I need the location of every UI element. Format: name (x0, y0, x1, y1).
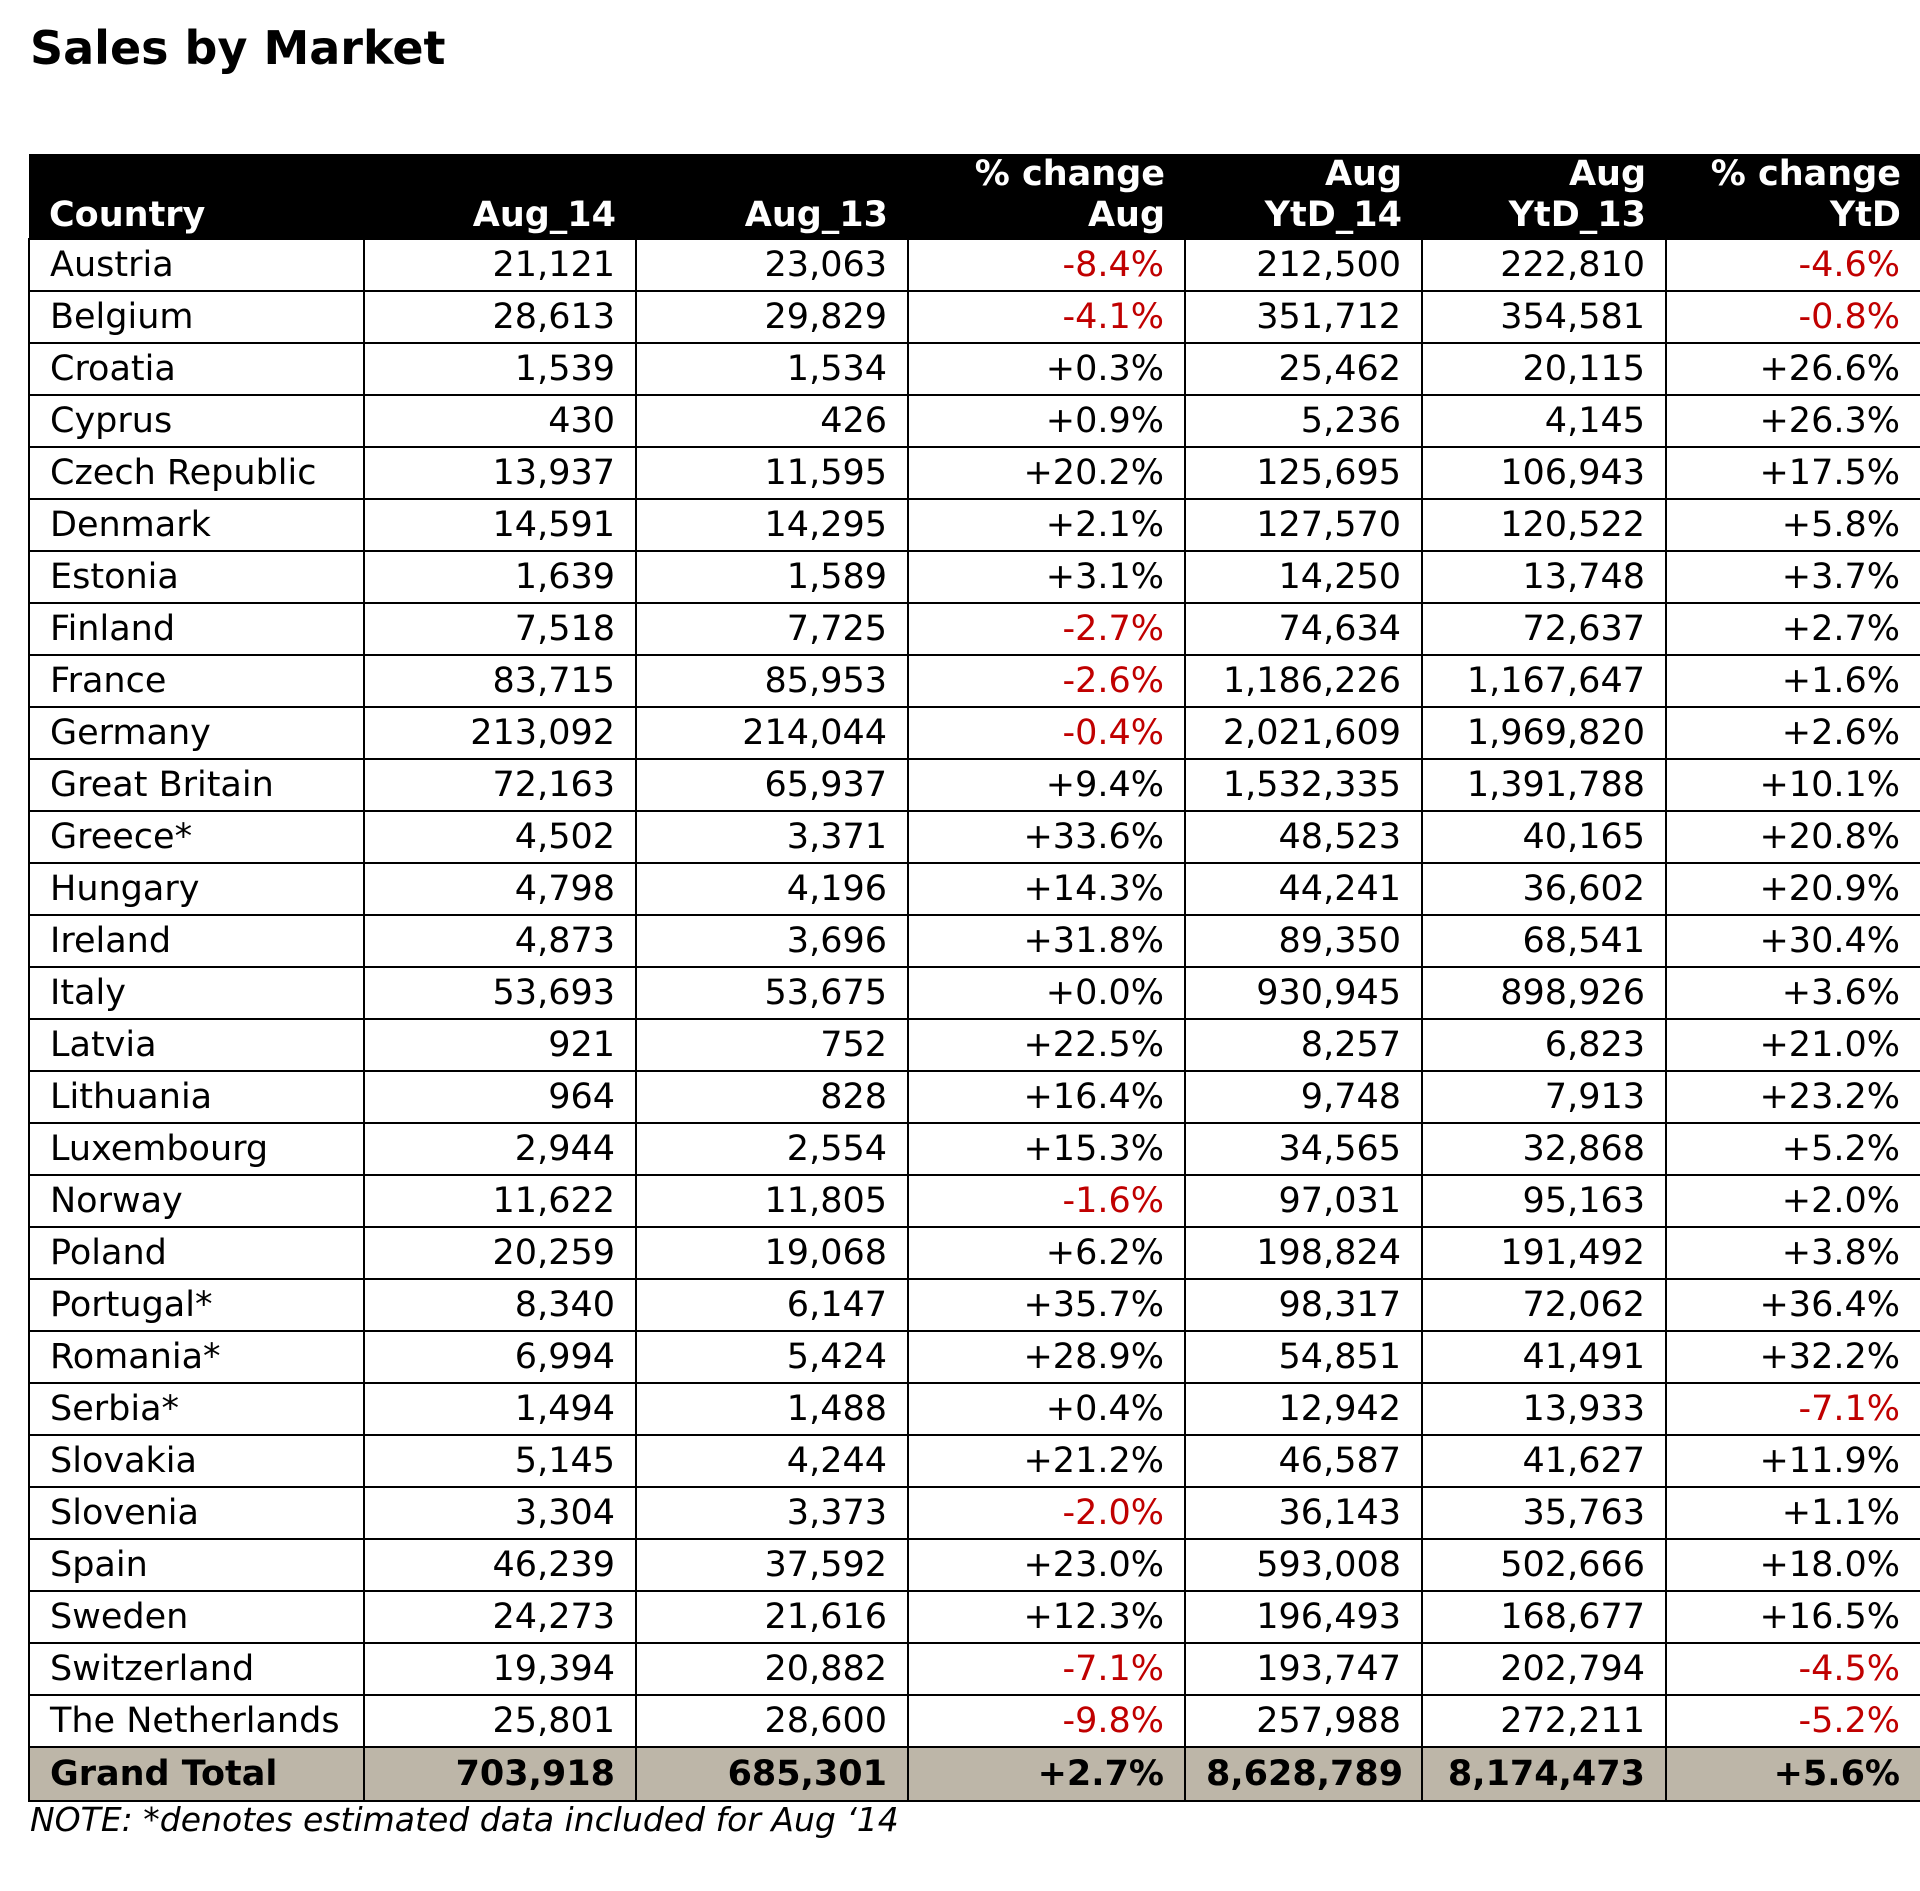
cell-pct-change-ytd: +18.0% (1666, 1539, 1920, 1591)
cell-aug13: 3,371 (636, 811, 908, 863)
cell-pct-change-ytd: +2.0% (1666, 1175, 1920, 1227)
cell-ytd14: 593,008 (1185, 1539, 1422, 1591)
sales-table (28, 154, 1920, 1802)
cell-pct-change-aug: -1.6% (908, 1175, 1185, 1227)
table-row (29, 1071, 1920, 1123)
cell-aug13: 19,068 (636, 1227, 908, 1279)
table-row (29, 499, 1920, 551)
cell-ytd13: 4,145 (1422, 395, 1666, 447)
cell-aug14: 7,518 (364, 603, 636, 655)
cell-ytd14: 12,942 (1185, 1383, 1422, 1435)
cell-pct-change-ytd: +2.7% (1666, 603, 1920, 655)
cell-ytd14: 193,747 (1185, 1643, 1422, 1695)
cell-pct-change-aug: -2.0% (908, 1487, 1185, 1539)
cell-pct-change-ytd: +16.5% (1666, 1591, 1920, 1643)
cell-aug14: 28,613 (364, 291, 636, 343)
cell-aug13: 11,595 (636, 447, 908, 499)
total-pct-change-ytd: +5.6% (1666, 1747, 1920, 1801)
cell-aug13: 14,295 (636, 499, 908, 551)
cell-aug13: 4,196 (636, 863, 908, 915)
cell-pct-change-ytd: +1.1% (1666, 1487, 1920, 1539)
cell-aug14: 25,801 (364, 1695, 636, 1747)
cell-pct-change-ytd: +26.3% (1666, 395, 1920, 447)
cell-country: Norway (29, 1175, 364, 1227)
table-row (29, 551, 1920, 603)
cell-ytd14: 98,317 (1185, 1279, 1422, 1331)
cell-ytd14: 48,523 (1185, 811, 1422, 863)
table-row (29, 1383, 1920, 1435)
cell-country: Slovenia (29, 1487, 364, 1539)
cell-aug13: 4,244 (636, 1435, 908, 1487)
table-row (29, 603, 1920, 655)
cell-country: Romania* (29, 1331, 364, 1383)
cell-aug14: 5,145 (364, 1435, 636, 1487)
cell-pct-change-aug: +0.3% (908, 343, 1185, 395)
cell-aug14: 72,163 (364, 759, 636, 811)
cell-pct-change-aug: +23.0% (908, 1539, 1185, 1591)
cell-country: France (29, 655, 364, 707)
cell-pct-change-aug: +0.9% (908, 395, 1185, 447)
cell-ytd13: 35,763 (1422, 1487, 1666, 1539)
cell-ytd13: 168,677 (1422, 1591, 1666, 1643)
cell-pct-change-aug: +6.2% (908, 1227, 1185, 1279)
table-row (29, 395, 1920, 447)
col-header-ytd14: Aug YtD_14 (1264, 154, 1402, 235)
cell-ytd14: 351,712 (1185, 291, 1422, 343)
cell-aug14: 8,340 (364, 1279, 636, 1331)
col-header-country: Country (49, 195, 206, 235)
cell-aug14: 3,304 (364, 1487, 636, 1539)
cell-pct-change-aug: +9.4% (908, 759, 1185, 811)
table-row (29, 1591, 1920, 1643)
cell-pct-change-ytd: +2.6% (1666, 707, 1920, 759)
cell-aug14: 46,239 (364, 1539, 636, 1591)
cell-pct-change-ytd: +36.4% (1666, 1279, 1920, 1331)
cell-ytd14: 36,143 (1185, 1487, 1422, 1539)
cell-pct-change-aug: +22.5% (908, 1019, 1185, 1071)
cell-country: Belgium (29, 291, 364, 343)
cell-pct-change-aug: +21.2% (908, 1435, 1185, 1487)
cell-pct-change-ytd: -0.8% (1666, 291, 1920, 343)
cell-pct-change-ytd: +3.8% (1666, 1227, 1920, 1279)
cell-country: Latvia (29, 1019, 364, 1071)
cell-pct-change-aug: +20.2% (908, 447, 1185, 499)
cell-ytd14: 89,350 (1185, 915, 1422, 967)
cell-ytd14: 1,532,335 (1185, 759, 1422, 811)
cell-ytd14: 125,695 (1185, 447, 1422, 499)
table-row (29, 967, 1920, 1019)
table-body (29, 239, 1920, 1801)
cell-ytd13: 272,211 (1422, 1695, 1666, 1747)
cell-aug14: 20,259 (364, 1227, 636, 1279)
cell-ytd13: 202,794 (1422, 1643, 1666, 1695)
cell-pct-change-ytd: +20.9% (1666, 863, 1920, 915)
cell-pct-change-aug: -9.8% (908, 1695, 1185, 1747)
cell-country: Denmark (29, 499, 364, 551)
cell-ytd13: 72,637 (1422, 603, 1666, 655)
cell-pct-change-aug: +15.3% (908, 1123, 1185, 1175)
table-row (29, 343, 1920, 395)
cell-aug13: 7,725 (636, 603, 908, 655)
cell-pct-change-aug: +3.1% (908, 551, 1185, 603)
table-row (29, 1539, 1920, 1591)
total-aug14: 703,918 (364, 1747, 636, 1801)
total-ytd13: 8,174,473 (1422, 1747, 1666, 1801)
cell-ytd13: 898,926 (1422, 967, 1666, 1019)
cell-pct-change-aug: +12.3% (908, 1591, 1185, 1643)
cell-pct-change-ytd: +21.0% (1666, 1019, 1920, 1071)
cell-ytd14: 46,587 (1185, 1435, 1422, 1487)
cell-aug14: 2,944 (364, 1123, 636, 1175)
cell-aug13: 65,937 (636, 759, 908, 811)
cell-aug14: 921 (364, 1019, 636, 1071)
header-row (29, 154, 1920, 239)
cell-pct-change-ytd: +11.9% (1666, 1435, 1920, 1487)
table-row (29, 707, 1920, 759)
cell-ytd13: 95,163 (1422, 1175, 1666, 1227)
cell-pct-change-ytd: +5.8% (1666, 499, 1920, 551)
cell-ytd13: 106,943 (1422, 447, 1666, 499)
cell-aug13: 828 (636, 1071, 908, 1123)
cell-aug13: 1,488 (636, 1383, 908, 1435)
cell-aug13: 20,882 (636, 1643, 908, 1695)
table-header (29, 154, 1920, 239)
cell-aug14: 19,394 (364, 1643, 636, 1695)
table-row (29, 863, 1920, 915)
cell-pct-change-aug: +28.9% (908, 1331, 1185, 1383)
col-header-aug14: Aug_14 (472, 195, 616, 235)
cell-ytd14: 8,257 (1185, 1019, 1422, 1071)
cell-country: Ireland (29, 915, 364, 967)
cell-pct-change-aug: -0.4% (908, 707, 1185, 759)
cell-aug13: 28,600 (636, 1695, 908, 1747)
cell-aug14: 11,622 (364, 1175, 636, 1227)
cell-pct-change-aug: +33.6% (908, 811, 1185, 863)
cell-ytd13: 1,391,788 (1422, 759, 1666, 811)
table-row (29, 1331, 1920, 1383)
cell-pct-change-aug: -7.1% (908, 1643, 1185, 1695)
cell-aug13: 3,373 (636, 1487, 908, 1539)
cell-pct-change-aug: +35.7% (908, 1279, 1185, 1331)
cell-aug14: 83,715 (364, 655, 636, 707)
cell-aug14: 13,937 (364, 447, 636, 499)
cell-ytd13: 68,541 (1422, 915, 1666, 967)
total-ytd14: 8,628,789 (1185, 1747, 1422, 1801)
cell-aug14: 21,121 (364, 239, 636, 291)
cell-ytd14: 127,570 (1185, 499, 1422, 551)
cell-ytd13: 13,748 (1422, 551, 1666, 603)
cell-pct-change-aug: -4.1% (908, 291, 1185, 343)
cell-aug14: 213,092 (364, 707, 636, 759)
cell-ytd13: 72,062 (1422, 1279, 1666, 1331)
cell-pct-change-ytd: +30.4% (1666, 915, 1920, 967)
cell-country: Portugal* (29, 1279, 364, 1331)
table-row (29, 1643, 1920, 1695)
cell-pct-change-aug: +2.1% (908, 499, 1185, 551)
cell-ytd13: 120,522 (1422, 499, 1666, 551)
table-row (29, 1695, 1920, 1747)
cell-ytd14: 930,945 (1185, 967, 1422, 1019)
cell-country: Italy (29, 967, 364, 1019)
table-row (29, 1487, 1920, 1539)
cell-aug14: 4,502 (364, 811, 636, 863)
table-row (29, 759, 1920, 811)
grand-total-row (29, 1747, 1920, 1801)
cell-ytd14: 257,988 (1185, 1695, 1422, 1747)
cell-ytd14: 2,021,609 (1185, 707, 1422, 759)
cell-country: Luxembourg (29, 1123, 364, 1175)
cell-ytd14: 97,031 (1185, 1175, 1422, 1227)
cell-ytd13: 354,581 (1422, 291, 1666, 343)
cell-pct-change-ytd: +3.7% (1666, 551, 1920, 603)
cell-ytd13: 502,666 (1422, 1539, 1666, 1591)
cell-ytd14: 212,500 (1185, 239, 1422, 291)
cell-aug14: 4,873 (364, 915, 636, 967)
cell-country: Finland (29, 603, 364, 655)
cell-aug13: 11,805 (636, 1175, 908, 1227)
cell-ytd14: 14,250 (1185, 551, 1422, 603)
cell-country: The Netherlands (29, 1695, 364, 1747)
cell-pct-change-ytd: +32.2% (1666, 1331, 1920, 1383)
col-header-aug13: Aug_13 (744, 195, 888, 235)
cell-ytd13: 32,868 (1422, 1123, 1666, 1175)
cell-aug14: 4,798 (364, 863, 636, 915)
cell-country: Greece* (29, 811, 364, 863)
cell-ytd14: 9,748 (1185, 1071, 1422, 1123)
cell-country: Spain (29, 1539, 364, 1591)
cell-country: Germany (29, 707, 364, 759)
cell-pct-change-ytd: +10.1% (1666, 759, 1920, 811)
cell-country: Sweden (29, 1591, 364, 1643)
table-row (29, 1175, 1920, 1227)
cell-pct-change-aug: -8.4% (908, 239, 1185, 291)
cell-pct-change-aug: -2.7% (908, 603, 1185, 655)
cell-aug14: 1,494 (364, 1383, 636, 1435)
cell-aug13: 23,063 (636, 239, 908, 291)
cell-country: Austria (29, 239, 364, 291)
table-row (29, 915, 1920, 967)
cell-ytd14: 74,634 (1185, 603, 1422, 655)
total-label: Grand Total (29, 1747, 364, 1801)
cell-pct-change-ytd: -7.1% (1666, 1383, 1920, 1435)
cell-pct-change-aug: +14.3% (908, 863, 1185, 915)
cell-country: Serbia* (29, 1383, 364, 1435)
cell-ytd14: 5,236 (1185, 395, 1422, 447)
cell-aug13: 3,696 (636, 915, 908, 967)
cell-country: Great Britain (29, 759, 364, 811)
cell-aug13: 37,592 (636, 1539, 908, 1591)
cell-country: Lithuania (29, 1071, 364, 1123)
cell-ytd13: 41,627 (1422, 1435, 1666, 1487)
table-row (29, 291, 1920, 343)
cell-aug13: 6,147 (636, 1279, 908, 1331)
cell-aug13: 426 (636, 395, 908, 447)
table-row (29, 1279, 1920, 1331)
cell-country: Poland (29, 1227, 364, 1279)
cell-aug13: 1,534 (636, 343, 908, 395)
cell-ytd14: 196,493 (1185, 1591, 1422, 1643)
cell-aug14: 53,693 (364, 967, 636, 1019)
cell-ytd13: 40,165 (1422, 811, 1666, 863)
cell-country: Czech Republic (29, 447, 364, 499)
cell-aug13: 85,953 (636, 655, 908, 707)
table-row (29, 655, 1920, 707)
cell-pct-change-ytd: +17.5% (1666, 447, 1920, 499)
cell-country: Hungary (29, 863, 364, 915)
cell-aug14: 430 (364, 395, 636, 447)
col-header-pct-change-aug: % change Aug (974, 154, 1165, 235)
cell-ytd13: 6,823 (1422, 1019, 1666, 1071)
table-row (29, 811, 1920, 863)
cell-ytd14: 198,824 (1185, 1227, 1422, 1279)
cell-pct-change-ytd: +1.6% (1666, 655, 1920, 707)
cell-pct-change-ytd: +23.2% (1666, 1071, 1920, 1123)
total-aug13: 685,301 (636, 1747, 908, 1801)
cell-ytd13: 222,810 (1422, 239, 1666, 291)
cell-aug14: 14,591 (364, 499, 636, 551)
cell-aug13: 5,424 (636, 1331, 908, 1383)
cell-pct-change-aug: +0.4% (908, 1383, 1185, 1435)
cell-aug13: 752 (636, 1019, 908, 1071)
cell-aug13: 53,675 (636, 967, 908, 1019)
cell-ytd13: 36,602 (1422, 863, 1666, 915)
cell-pct-change-ytd: +26.6% (1666, 343, 1920, 395)
cell-country: Estonia (29, 551, 364, 603)
cell-aug14: 964 (364, 1071, 636, 1123)
cell-country: Cyprus (29, 395, 364, 447)
cell-aug13: 29,829 (636, 291, 908, 343)
col-header-pct-change-ytd: % change YtD (1710, 154, 1901, 235)
cell-ytd13: 1,969,820 (1422, 707, 1666, 759)
cell-country: Slovakia (29, 1435, 364, 1487)
cell-pct-change-ytd: +3.6% (1666, 967, 1920, 1019)
cell-ytd14: 34,565 (1185, 1123, 1422, 1175)
table-row (29, 1123, 1920, 1175)
cell-pct-change-ytd: -5.2% (1666, 1695, 1920, 1747)
table-row (29, 447, 1920, 499)
cell-pct-change-ytd: -4.6% (1666, 239, 1920, 291)
cell-aug14: 1,639 (364, 551, 636, 603)
cell-ytd14: 1,186,226 (1185, 655, 1422, 707)
cell-ytd13: 1,167,647 (1422, 655, 1666, 707)
table-row (29, 1227, 1920, 1279)
cell-aug14: 1,539 (364, 343, 636, 395)
page-title: Sales by Market (30, 21, 446, 75)
cell-country: Switzerland (29, 1643, 364, 1695)
cell-ytd13: 7,913 (1422, 1071, 1666, 1123)
cell-ytd13: 13,933 (1422, 1383, 1666, 1435)
cell-pct-change-aug: +16.4% (908, 1071, 1185, 1123)
cell-pct-change-ytd: +5.2% (1666, 1123, 1920, 1175)
cell-country: Croatia (29, 343, 364, 395)
cell-aug14: 6,994 (364, 1331, 636, 1383)
cell-aug13: 2,554 (636, 1123, 908, 1175)
cell-ytd13: 191,492 (1422, 1227, 1666, 1279)
table-row (29, 1019, 1920, 1071)
col-header-ytd13: Aug YtD_13 (1508, 154, 1646, 235)
cell-aug13: 21,616 (636, 1591, 908, 1643)
cell-ytd13: 20,115 (1422, 343, 1666, 395)
table-row (29, 1435, 1920, 1487)
cell-aug13: 1,589 (636, 551, 908, 603)
cell-ytd14: 54,851 (1185, 1331, 1422, 1383)
footnote: NOTE: *denotes estimated data included for Aug ‘14 (30, 1800, 899, 1839)
cell-ytd14: 25,462 (1185, 343, 1422, 395)
cell-pct-change-aug: +0.0% (908, 967, 1185, 1019)
table-row (29, 239, 1920, 291)
cell-ytd14: 44,241 (1185, 863, 1422, 915)
total-pct-change-aug: +2.7% (908, 1747, 1185, 1801)
cell-pct-change-ytd: -4.5% (1666, 1643, 1920, 1695)
cell-pct-change-ytd: +20.8% (1666, 811, 1920, 863)
cell-pct-change-aug: -2.6% (908, 655, 1185, 707)
cell-aug13: 214,044 (636, 707, 908, 759)
cell-aug14: 24,273 (364, 1591, 636, 1643)
cell-ytd13: 41,491 (1422, 1331, 1666, 1383)
cell-pct-change-aug: +31.8% (908, 915, 1185, 967)
